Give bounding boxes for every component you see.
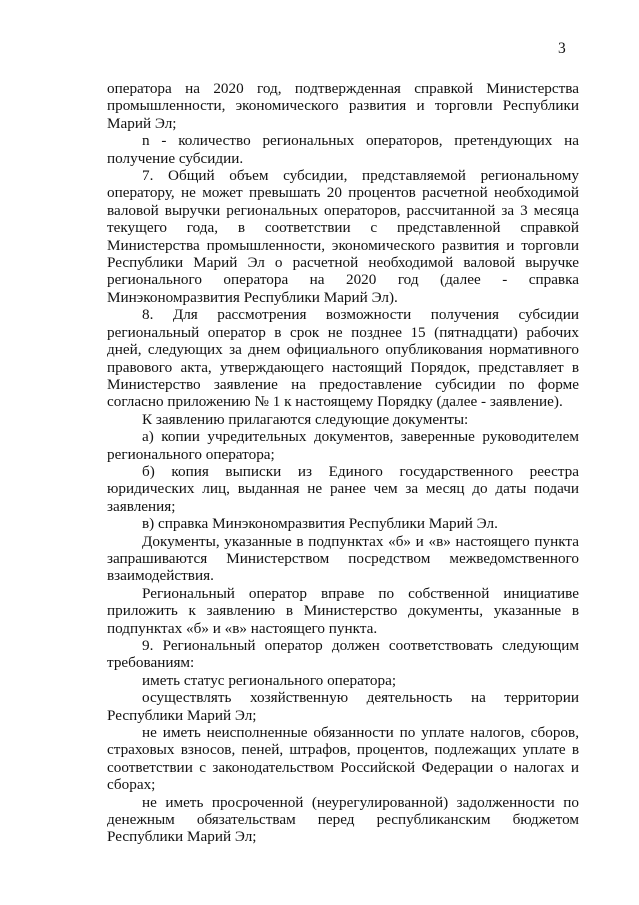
paragraph-formula-continuation: оператора на 2020 год, подтвержденная справкой Министерства промышленности, экономического развития и торговли Республики Марий Эл; <box>107 80 579 132</box>
document-body <box>107 80 579 846</box>
paragraph-documents-intro: К заявлению прилагаются следующие документы: <box>142 410 469 428</box>
paragraph-own-initiative: Региональный оператор вправе по собственной инициативе приложить к заявлению в Министерство документы, указанные в подпунктах «б» и «в» настоящего пункта. <box>107 584 579 637</box>
paragraph-item-b: б) копия выписки из Единого государственного реестра юридических лиц, выданная не ранее чем за месяц до даты подачи заявления; <box>107 462 579 515</box>
paragraph-clause-9: 9. Региональный оператор должен соответствовать следующим требованиям: <box>107 637 579 672</box>
paragraph-requirement-status: иметь статус регионального оператора; <box>142 671 397 689</box>
paragraph-n-definition: n - количество региональных операторов, претендующих на получение субсидии. <box>107 132 579 167</box>
paragraph-clause-7: 7. Общий объем субсидии, представляемой региональному оператору, не может превышать 20 процентов расчетной необходимой валовой выручки региональных операторов, рассчитанной за 3 месяца текущего года, в соответствии с представленной справкой Министерства промышленности, экономического развития и торговли Республики Марий Эл о расчетной необходимой валовой выручке регионального оператора на 2020 год (далее - справка Минэкономразвития Республики Марий Эл). <box>107 167 579 306</box>
paragraph-requirement-taxes: не иметь неисполненные обязанности по уплате налогов, сборов, страховых взносов, пеней, штрафов, процентов, подлежащих уплате в соответствии с законодательством Российской Федерации о налогах и сборах; <box>107 724 579 794</box>
paragraph-requirement-debt: не иметь просроченной (неурегулированной) задолженности по денежным обязательствам перед республиканским бюджетом Республики Марий Эл; <box>107 793 579 846</box>
paragraph-item-a: а) копии учредительных документов, заверенные руководителем регионального оператора; <box>107 428 579 463</box>
paragraph-clause-8: 8. Для рассмотрения возможности получения субсидии региональный оператор в срок не позднее 15 (пятнадцати) рабочих дней, следующих за днем официального опубликования нормативного правового акта, утверждающего настоящий Порядок, представляет в Министерство заявление на предоставление субсидии по форме согласно приложению № 1 к настоящему Порядку (далее - заявление). <box>107 306 579 411</box>
page-number: 3 <box>558 40 566 57</box>
paragraph-interagency-request: Документы, указанные в подпунктах «б» и «в» настоящего пункта запрашиваются Министерством посредством межведомственного взаимодействия. <box>107 532 579 585</box>
paragraph-item-c: в) справка Минэкономразвития Республики Марий Эл. <box>142 515 498 533</box>
paragraph-requirement-activity: осуществлять хозяйственную деятельность на территории Республики Марий Эл; <box>107 689 579 724</box>
